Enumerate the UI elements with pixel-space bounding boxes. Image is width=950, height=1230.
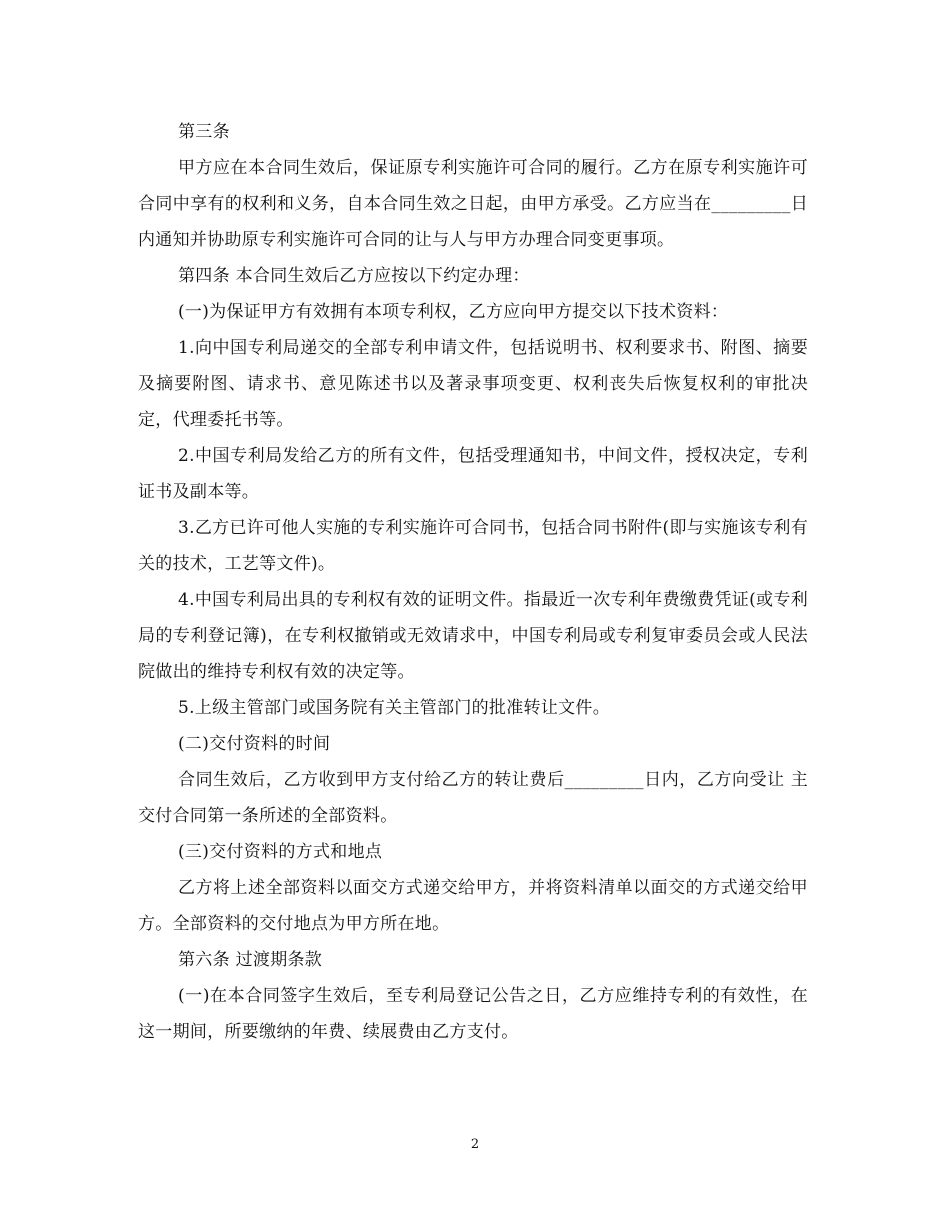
article-3-heading: 第三条 <box>178 122 230 142</box>
article-3-paragraph: 甲方应在本合同生效后，保证原专利实施许可合同的履行。乙方在原专利实施许可合同中享有的权利和义务，自本合同生效之日起，由甲方承受。乙方应当在_________日内通知并协助原专利实施许可合同的让与人与甲方办理合同变更事项。 <box>138 158 808 250</box>
item-2-paragraph: 2.中国专利局发给乙方的所有文件，包括受理通知书，中间文件，授权决定，专利证书及副本等。 <box>138 446 808 502</box>
page-number: 2 <box>470 1137 480 1152</box>
section-1-heading: (一)为保证甲方有效拥有本项专利权，乙方应向甲方提交以下技术资料： <box>178 302 729 322</box>
section-2-heading: (二)交付资料的时间 <box>178 734 331 754</box>
article-4-heading: 第四条 本合同生效后乙方应按以下约定办理： <box>178 266 530 286</box>
item-1-paragraph: 1.向中国专利局递交的全部专利申请文件，包括说明书、权利要求书、附图、摘要及摘要附图、请求书、意见陈述书以及著录事项变更、权利丧失后恢复权利的审批决定，代理委托书等。 <box>138 338 808 430</box>
item-3-paragraph: 3.乙方已许可他人实施的专利实施许可合同书，包括合同书附件(即与实施该专利有关的技术，工艺等文件)。 <box>138 518 808 574</box>
article-6-section-1-paragraph: (一)在本合同签字生效后，至专利局登记公告之日，乙方应维持专利的有效性，在这一期间，所要缴纳的年费、续展费由乙方支付。 <box>138 986 808 1042</box>
item-4-paragraph: 4.中国专利局出具的专利权有效的证明文件。指最近一次专利年费缴费凭证(或专利局的专利登记簿)，在专利权撤销或无效请求中，中国专利局或专利复审委员会或人民法院做出的维持专利权有效的决定等。 <box>138 590 808 682</box>
article-6-heading: 第六条 过渡期条款 <box>178 950 323 970</box>
section-2-paragraph: 合同生效后，乙方收到甲方支付给乙方的转让费后_________日内，乙方向受让 主交付合同第一条所述的全部资料。 <box>138 770 808 826</box>
document-body <box>138 114 808 1050</box>
section-3-heading: (三)交付资料的方式和地点 <box>178 842 383 862</box>
item-5-paragraph: 5.上级主管部门或国务院有关主管部门的批准转让文件。 <box>178 698 611 718</box>
section-3-paragraph: 乙方将上述全部资料以面交方式递交给甲方，并将资料清单以面交的方式递交给甲方。全部资料的交付地点为甲方所在地。 <box>138 878 808 934</box>
